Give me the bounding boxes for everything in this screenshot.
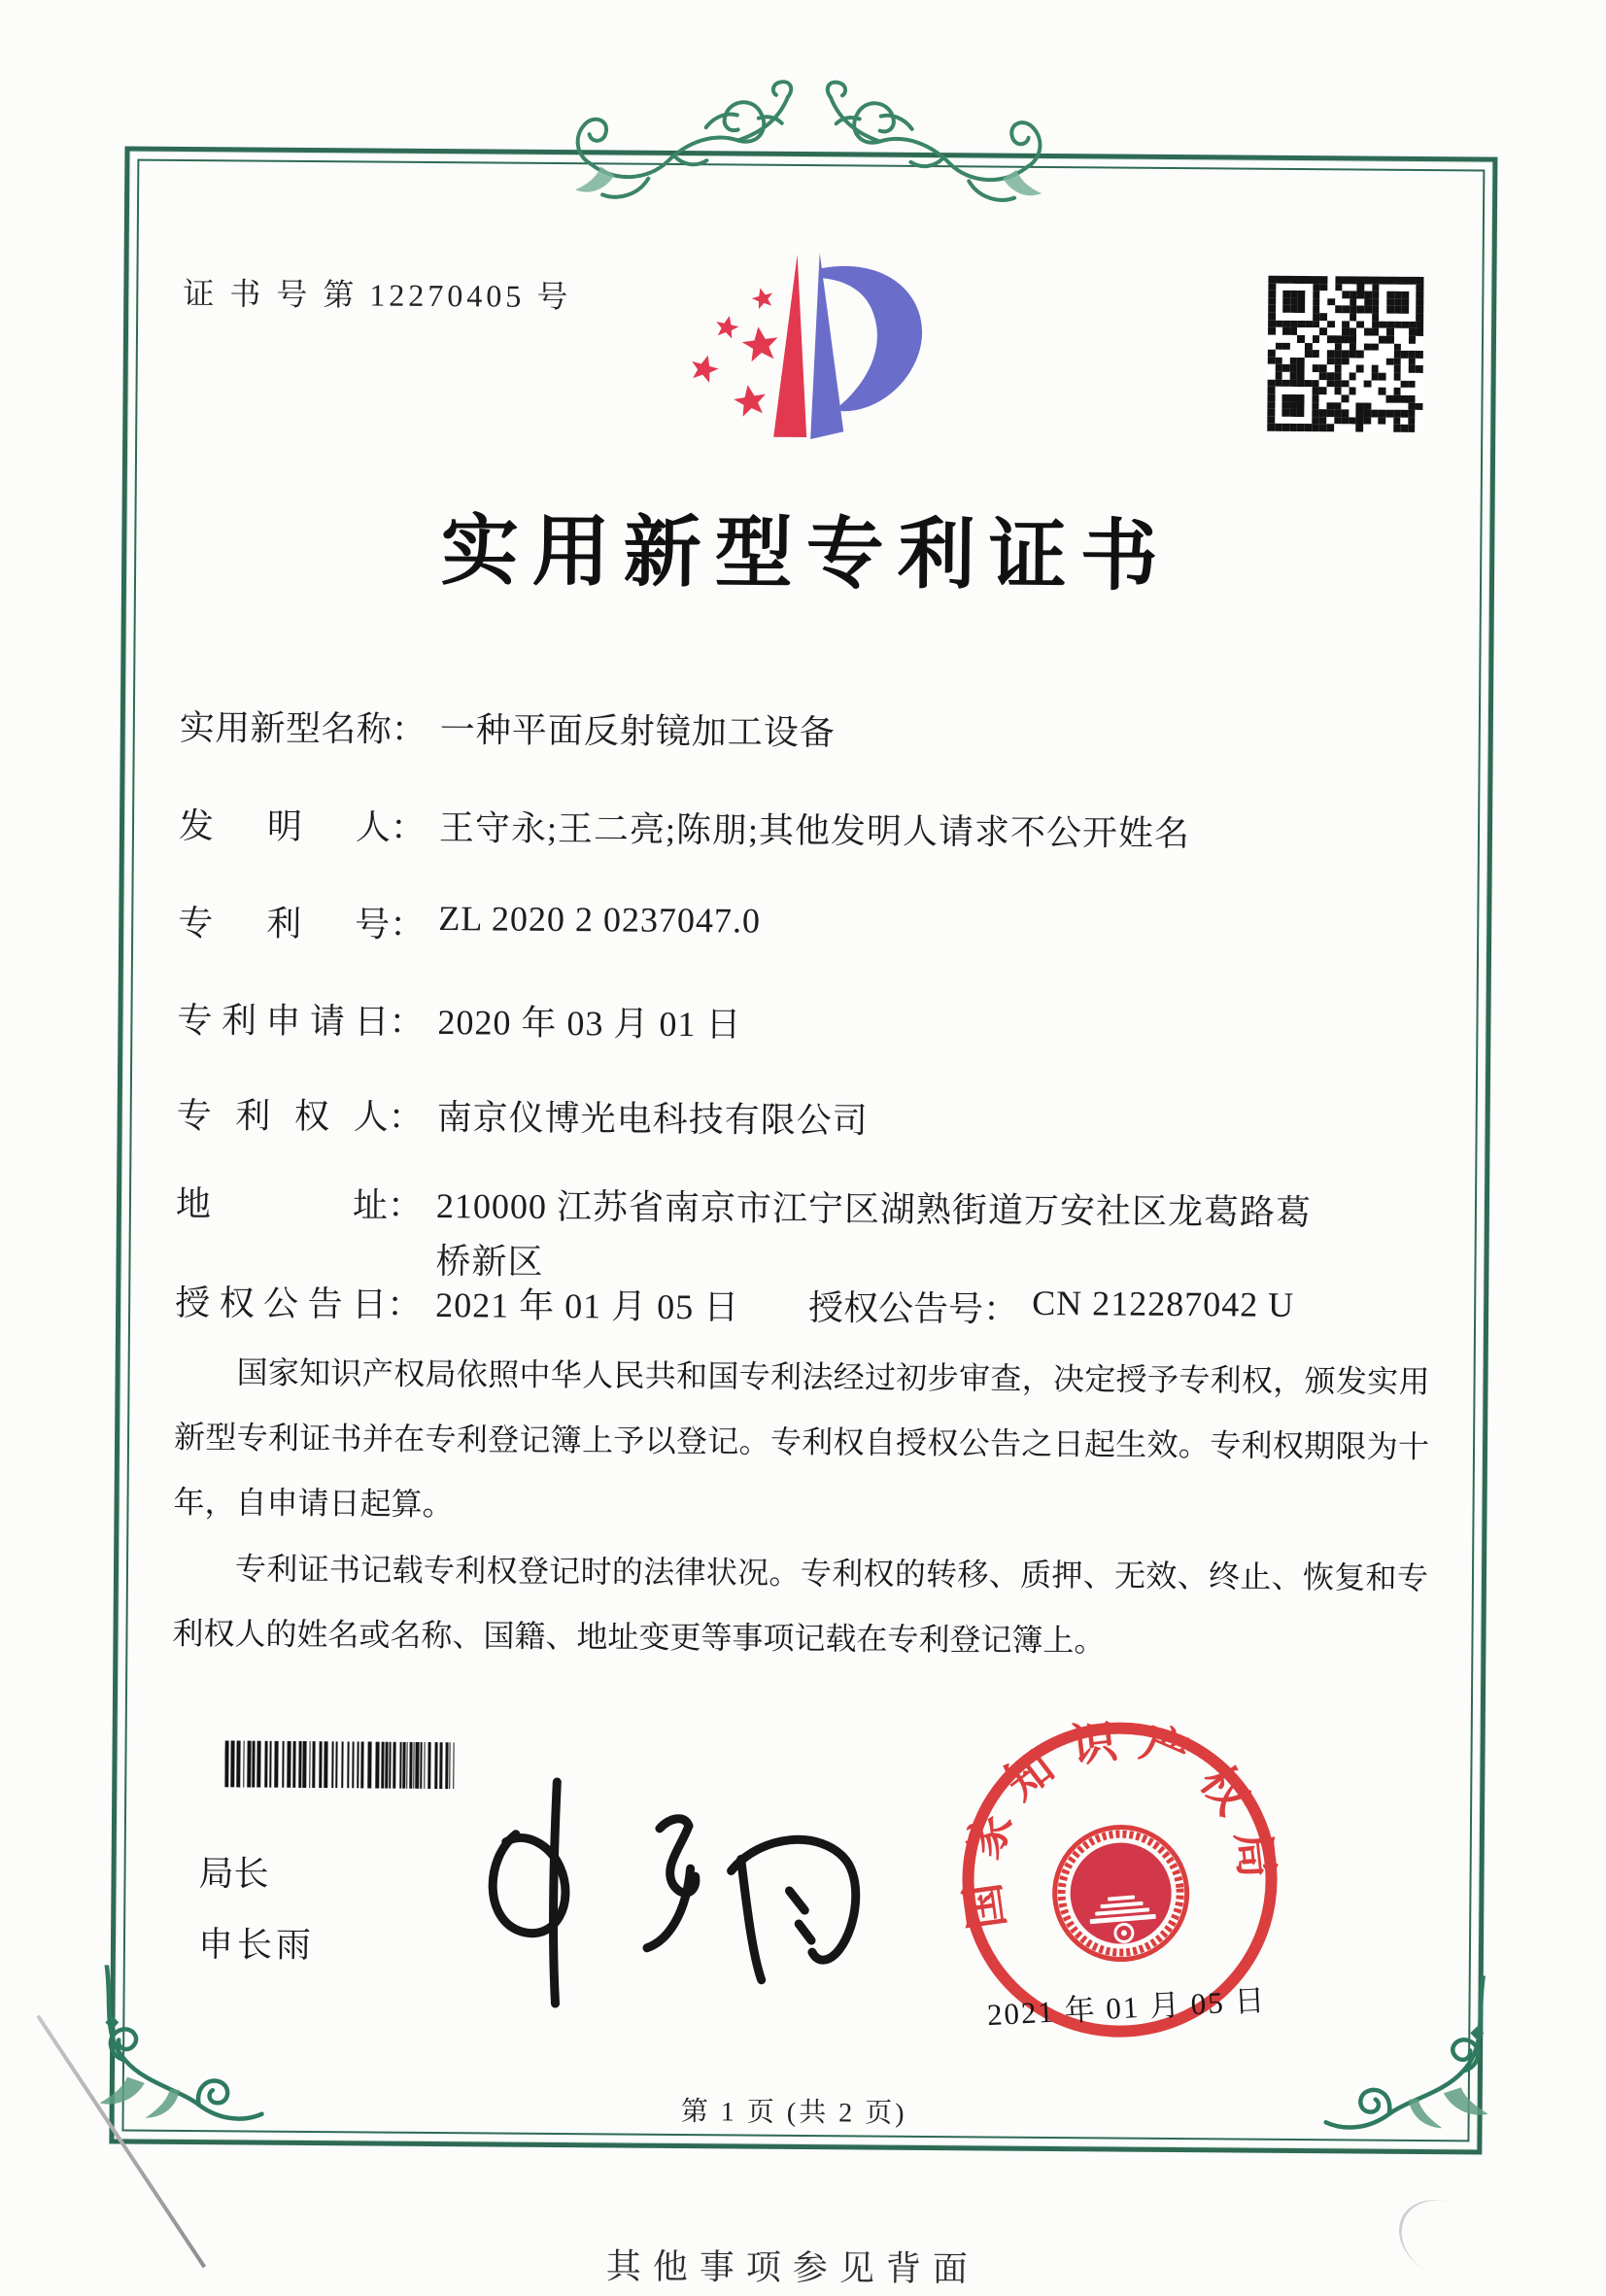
field-label: 授权公告日 [175,1276,387,1327]
field-row-patentee [176,1088,868,1144]
field-value: 一种平面反射镜加工设备 [440,703,836,755]
field-value: 2021 年 01 月 05 日 [435,1278,739,1329]
back-note-clipped: 其他事项参见背面 [0,2234,1596,2296]
field-row-filing-date [177,993,741,1047]
legal-paragraph: 专利证书记载专利权登记时的法律状况。专利权的转移、质押、无效、终止、恢复和专利权人的姓名或名称、国籍、地址变更等事项记载在专利登记簿上。 [172,1535,1428,1676]
qr-code-grid [1267,276,1423,432]
commissioner-signature [407,1773,895,2015]
certificate-number: 证 书 号 第 12270405 号 [183,269,571,317]
page-number: 第 1 页 (共 2 页) [0,2084,1597,2136]
field-label: 地址 [176,1177,388,1228]
field-value: ZL 2020 2 0237047.0 [438,898,761,942]
field-value: 王守永;王二亮;陈朋;其他发明人请求不公开姓名 [439,801,1190,856]
field-colon: ： [389,995,424,1045]
field-label: 专利号 [178,896,390,947]
field-row-patent-number [178,896,761,950]
field-label: 专利申请日 [177,993,389,1045]
field-colon: ： [391,801,426,850]
field-colon: ： [387,1278,422,1327]
field-label: 授权公告号 [808,1281,983,1331]
field-row-grant [175,1276,739,1330]
field-value: CN 212287042 U [1032,1283,1294,1325]
field-label: 专利权人 [176,1088,388,1140]
commissioner-title: 局长 [198,1846,268,1897]
field-value: 2020 年 03 月 01 日 [437,995,741,1046]
field-row-inventors [179,799,1190,856]
field-colon: ： [390,898,425,947]
field-row-name [180,701,836,755]
field-value: 210000 江苏省南京市江宁区湖熟街道万安社区龙葛路葛桥新区 [435,1179,1325,1296]
field-label: 发明人 [179,799,391,850]
certificate-title: 实用新型专利证书 [3,485,1606,609]
field-colon: ： [388,1179,423,1228]
field-colon: ： [392,703,427,752]
field-colon: ： [388,1090,423,1140]
seal-text: 国家知识产权局 [944,1703,1284,1932]
legal-paragraph: 国家知识产权局依照中华人民共和国专利法经过初步审查，决定授予专利权，颁发实用新型专利证书并在专利登记簿上予以登记。专利权自授权公告之日起生效。专利权期限为十年，自申请日起算。 [173,1340,1430,1546]
field-label: 实用新型名称 [180,701,392,752]
legal-text-block [172,1340,1430,1676]
field-value: 南京仪博光电科技有限公司 [437,1090,869,1143]
seal-date: 2021 年 01 月 05 日 [971,1974,1283,2035]
grant-number-group [808,1281,1294,1334]
commissioner-name: 申长雨 [198,1917,315,1968]
cnipa-logo-icon [672,242,937,456]
qr-code [1267,276,1423,432]
field-colon: ： [983,1282,1018,1331]
